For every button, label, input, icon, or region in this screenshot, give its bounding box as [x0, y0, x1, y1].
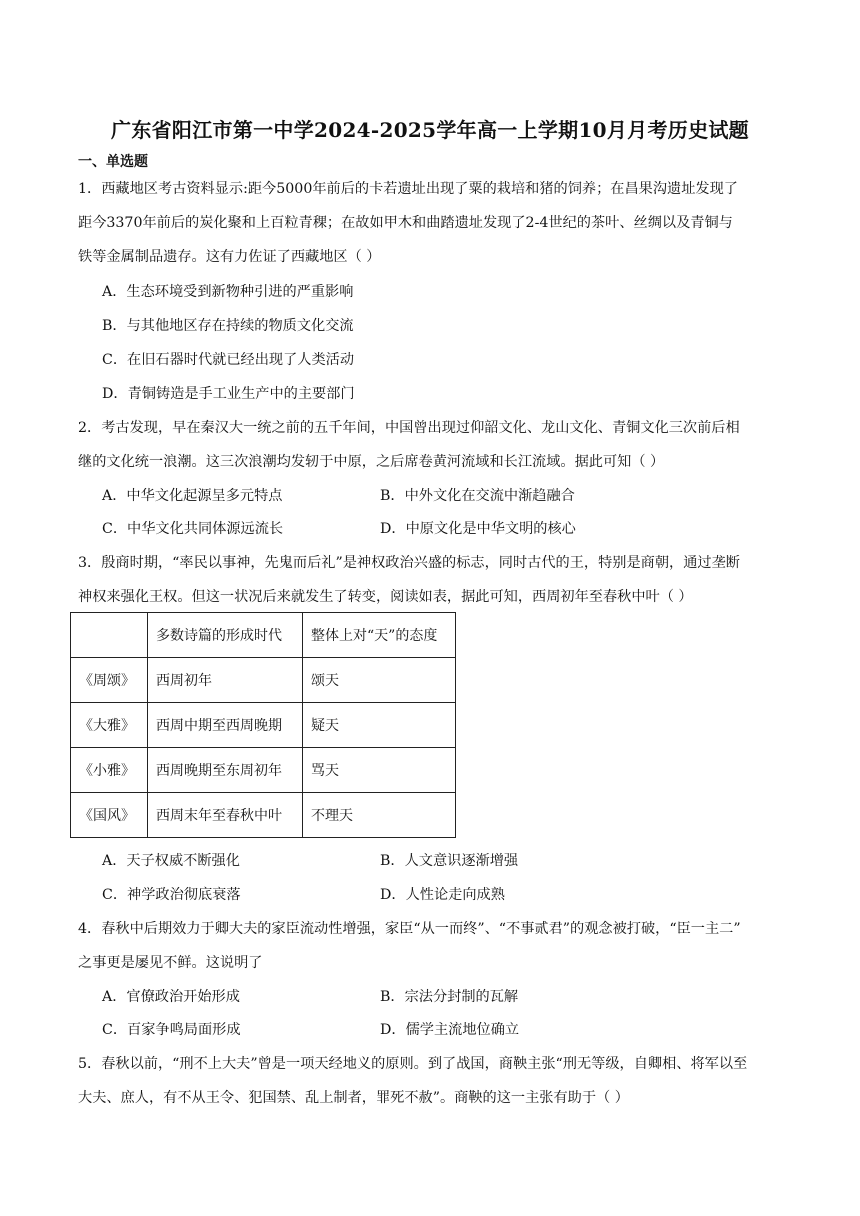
table-row [71, 793, 456, 838]
table-header-cell [71, 613, 148, 658]
q3-stem-line: 神权来强化王权。但这一状况后来就发生了转变，阅读如表，据此可知，西周初年至春秋中叶（ ） [78, 589, 693, 605]
table-header-cell: 多数诗篇的形成时代 [148, 613, 303, 658]
q1-option-b: B．与其他地区存在持续的物质文化交流 [102, 318, 354, 334]
table-cell: 《周颂》 [71, 658, 148, 703]
q4-stem-line: 4．春秋中后期效力于卿大夫的家臣流动性增强，家臣“从一而终”、“不事贰君”的观念被打破，“臣一主二” [78, 921, 741, 937]
q4-stem-line: 之事更是屡见不鲜。这说明了 [78, 955, 263, 971]
q5-stem-line: 5．春秋以前，“刑不上大夫”曾是一项天经地义的原则。到了战国，商鞅主张“刑无等级，自卿相、将军以至 [78, 1056, 748, 1072]
section-heading: 一、单选题 [78, 154, 148, 170]
table-cell: 《大雅》 [71, 703, 148, 748]
q4-option-b: B．宗法分封制的瓦解 [380, 989, 519, 1005]
table-header-cell: 整体上对“天”的态度 [303, 613, 456, 658]
table-cell: 疑天 [303, 703, 456, 748]
q1-option-d: D．青铜铸造是手工业生产中的主要部门 [102, 386, 355, 402]
table-cell: 西周初年 [148, 658, 303, 703]
q3-stem-line: 3．殷商时期，“率民以事神，先鬼而后礼”是神权政治兴盛的标志，同时古代的王，特别是商朝，通过垄断 [78, 555, 740, 571]
q4-option-a: A．官僚政治开始形成 [102, 989, 240, 1005]
q3-option-c: C．神学政治彻底衰落 [102, 887, 241, 903]
q2-stem-line: 继的文化统一浪潮。这三次浪潮均发轫于中原，之后席卷黄河流域和长江流域。据此可知（ ） [78, 454, 665, 470]
q2-option-a: A．中华文化起源呈多元特点 [102, 488, 283, 504]
table-cell: 不理天 [303, 793, 456, 838]
q5-stem-line: 大夫、庶人，有不从王令、犯国禁、乱上制者，罪死不赦”。商鞅的这一主张有助于（ ） [78, 1090, 629, 1106]
poetry-table [70, 612, 456, 838]
q1-option-a: A．生态环境受到新物种引进的严重影响 [102, 284, 354, 300]
q4-option-d: D．儒学主流地位确立 [380, 1022, 520, 1038]
table-cell: 骂天 [303, 748, 456, 793]
table-cell: 《国风》 [71, 793, 148, 838]
q2-option-d: D．中原文化是中华文明的核心 [380, 521, 576, 537]
page-title: 广东省阳江市第一中学2024-2025学年高一上学期10月月考历史试题 [111, 118, 749, 142]
table-row [71, 748, 456, 793]
table-cell: 西周中期至西周晚期 [148, 703, 303, 748]
table-cell: 西周末年至春秋中叶 [148, 793, 303, 838]
q2-option-b: B．中外文化在交流中渐趋融合 [380, 488, 575, 504]
q3-option-a: A．天子权威不断强化 [102, 853, 240, 869]
table-header-row [71, 613, 456, 658]
q3-option-d: D．人性论走向成熟 [380, 887, 505, 903]
q1-option-c: C．在旧石器时代就已经出现了人类活动 [102, 352, 355, 368]
table-row [71, 703, 456, 748]
q2-option-c: C．中华文化共同体源远流长 [102, 521, 284, 537]
table-cell: 《小雅》 [71, 748, 148, 793]
table-row [71, 658, 456, 703]
q2-stem-line: 2．考古发现，早在秦汉大一统之前的五千年间，中国曾出现过仰韶文化、龙山文化、青铜文化三次前后相 [78, 420, 740, 436]
q1-stem-line: 1．西藏地区考古资料显示:距今5000年前后的卡若遗址出现了粟的栽培和猪的饲养；在昌果沟遗址发现了 [78, 181, 738, 197]
q1-stem-line: 铁等金属制品遗存。这有力佐证了西藏地区（ ） [78, 249, 381, 265]
q4-option-c: C．百家争鸣局面形成 [102, 1022, 241, 1038]
q1-stem-line: 距今3370年前后的炭化聚和上百粒青稞；在故如甲木和曲踏遗址发现了2-4世纪的茶叶、丝绸以及青铜与 [78, 215, 733, 231]
q3-option-b: B．人文意识逐渐增强 [380, 853, 519, 869]
table-cell: 西周晚期至东周初年 [148, 748, 303, 793]
table-cell: 颂天 [303, 658, 456, 703]
